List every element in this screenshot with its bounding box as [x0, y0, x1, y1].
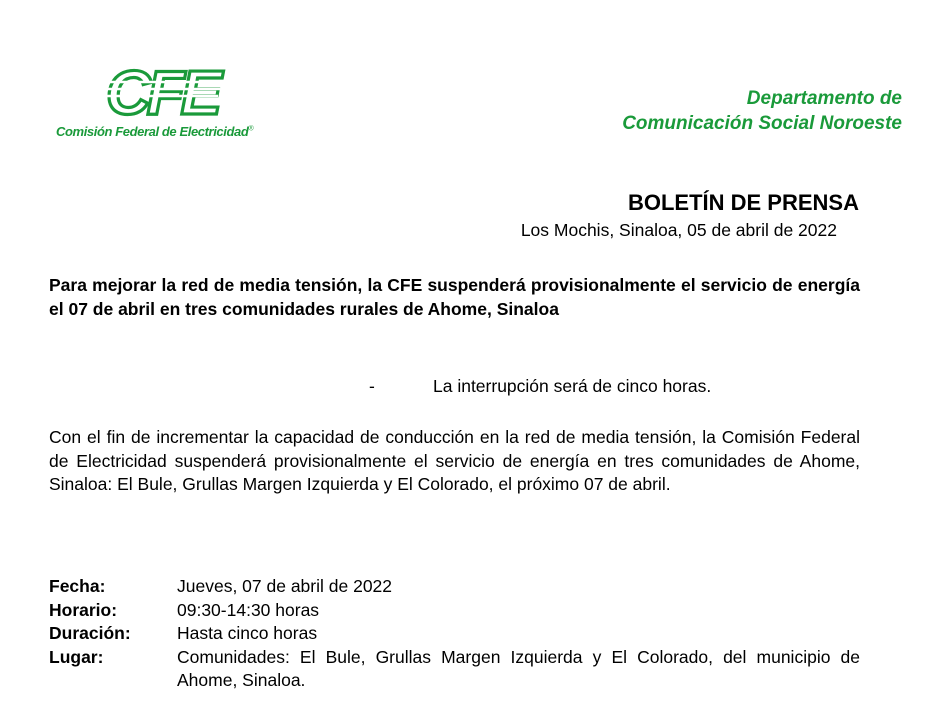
cfe-logo-subtitle: Comisión Federal de Electricidad® [56, 124, 254, 139]
cfe-logo [56, 62, 286, 148]
detail-label: Fecha: [49, 576, 106, 596]
detail-label: Horario: [49, 599, 118, 620]
bulletin-title: BOLETÍN DE PRENSA [627, 190, 859, 215]
headline: Para mejorar la red de media tensión, la CFE suspenderá provisionalmente el servicio de energía el 07 de abril en tres comunidades rurales de Ahome, Sinaloa [49, 275, 860, 319]
department-heading [622, 86, 902, 136]
detail-label: Duración: [49, 623, 131, 643]
detail-value: Jueves, 07 de abril de 2022 [177, 576, 393, 596]
details-list [49, 575, 860, 693]
detail-value: Comunidades: El Bule, Grullas Margen Izquierda y El Colorado, del municipio de Ahome, Sinaloa. [177, 646, 860, 690]
body-paragraph: Con el fin de incrementar la capacidad de conducción en la red de media tensión, la Comisión Federal de Electricidad suspenderá provisionalmente el servicio de energía en tres comunidades de Ahome, Sinaloa: El Bule, Grullas Margen Izquierda y El Colorado, el próximo 07 de abril. [49, 427, 860, 494]
detail-row-place [49, 646, 860, 693]
bullet-text: La interrupción será de cinco horas. [433, 376, 712, 396]
cfe-logo-letters: CFE [106, 62, 218, 122]
detail-label: Lugar: [49, 646, 104, 667]
detail-value: Hasta cinco horas [177, 623, 318, 643]
bullet-marker: - [369, 376, 375, 396]
detail-row-schedule [49, 599, 860, 623]
cfe-logo-mark [56, 62, 286, 122]
detail-row-duration [49, 622, 860, 646]
department-line-1: Departamento de [746, 88, 902, 109]
place-date: Los Mochis, Sinaloa, 05 de abril de 2022 [520, 220, 837, 240]
detail-row-date [49, 575, 860, 599]
department-line-2: Comunicación Social Noroeste [622, 113, 902, 134]
bullet-point [369, 376, 711, 397]
detail-value: 09:30-14:30 horas [177, 599, 320, 620]
